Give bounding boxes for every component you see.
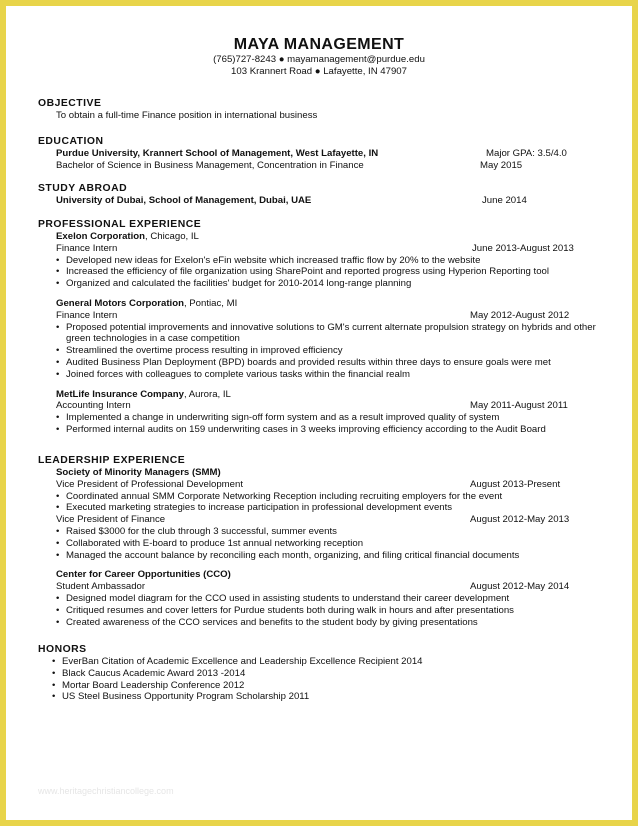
list-item: • Managed the account balance by reconciling each month, organizing, and filing critical financial documents — [56, 550, 598, 562]
job-role: Finance Intern — [56, 242, 118, 254]
job-metlife — [38, 389, 598, 436]
contact-line: (765)727-8243 ● mayamanagement@purdue.edu — [213, 54, 425, 65]
honors-section — [38, 644, 598, 703]
org-role: Vice President of Finance — [56, 514, 166, 526]
list-item: • Implemented a change in underwriting sign-off form system and as a result improved quality of system — [56, 412, 598, 424]
list-item: • Critiqued resumes and cover letters for Purdue students both during walk in hours and after presentations — [56, 605, 598, 617]
leadership-section — [38, 455, 598, 628]
job-company: General Motors Corporation — [56, 297, 184, 309]
study-abroad-date: June 2014 — [482, 195, 527, 206]
applicant-name: MAYA MANAGEMENT — [233, 36, 405, 53]
professional-title: PROFESSIONAL EXPERIENCE — [38, 219, 202, 230]
job-bullets — [56, 322, 598, 381]
org-name: Center for Career Opportunities (CCO) — [56, 569, 231, 581]
education-degree: Bachelor of Science in Business Management, Concentration in Finance — [56, 159, 364, 171]
education-location: , West Lafayette, IN — [290, 148, 379, 159]
honors-list — [38, 656, 598, 703]
org-bullets — [56, 593, 598, 628]
list-item: • EverBan Citation of Academic Excellence and Leadership Excellence Recipient 2014 — [52, 656, 598, 668]
job-dates: May 2011-August 2011 — [470, 400, 568, 412]
list-item: • Performed internal audits on 159 underwriting cases in 3 weeks improving efficiency according to the Audit Board — [56, 424, 598, 436]
org-smm — [38, 467, 598, 561]
job-company: Exelon Corporation — [56, 231, 146, 242]
list-item: • Mortar Board Leadership Conference 2012 — [52, 680, 598, 692]
honors-title: HONORS — [38, 644, 87, 655]
list-item: • Designed model diagram for the CCO used in assisting students to understand their career development — [56, 593, 598, 605]
job-company: MetLife Insurance Company — [56, 388, 184, 400]
professional-section — [38, 219, 598, 436]
list-item: • US Steel Business Opportunity Program Scholarship 2011 — [52, 691, 598, 703]
job-bullets — [56, 412, 598, 436]
list-item: • Executed marketing strategies to increase participation in professional development events — [56, 502, 598, 514]
objective-title: OBJECTIVE — [38, 98, 102, 109]
org-bullets — [56, 491, 598, 515]
list-item: • Proposed potential improvements and innovative solutions to GM's current alternate propulsion strategy on hybrids and other green technologies in a case competition — [56, 322, 601, 346]
address-line: 103 Krannert Road ● Lafayette, IN 47907 — [231, 65, 407, 77]
objective-section — [38, 98, 598, 122]
list-item: • Joined forces with colleagues to complete various tasks within the financial realm — [56, 369, 598, 381]
org-dates: August 2013-Present — [470, 478, 561, 490]
study-abroad-title: STUDY ABROAD — [38, 183, 128, 194]
education-gpa: Major GPA: 3.5/4.0 — [486, 148, 567, 159]
objective-text: To obtain a full-time Finance position in international business — [56, 110, 318, 121]
list-item: • Audited Business Plan Deployment (BPD) boards and provided results within three days to ensure goals were met — [56, 357, 598, 369]
education-school-row — [38, 148, 598, 160]
job-dates: May 2012-August 2012 — [470, 309, 570, 321]
list-item: • Black Caucus Academic Award 2013 -2014 — [52, 668, 598, 680]
watermark: www.heritagechristiancollege.com — [38, 786, 174, 796]
resume-page — [6, 6, 632, 820]
org-name: Society of Minority Managers (SMM) — [56, 467, 221, 478]
study-abroad-school: University of Dubai, School of Management, Dubai, UAE — [56, 195, 312, 206]
education-school: Purdue University, Krannert School of Management — [56, 148, 291, 159]
job-exelon — [38, 231, 598, 290]
job-role: Accounting Intern — [56, 400, 131, 412]
study-abroad-section — [38, 183, 598, 207]
job-role: Finance Intern — [56, 309, 118, 321]
education-section — [38, 136, 598, 172]
org-cco — [38, 569, 598, 628]
job-dates: June 2013-August 2013 — [472, 242, 574, 254]
job-general-motors — [38, 298, 598, 381]
study-abroad-row — [38, 195, 598, 207]
list-item: • Organized and calculated the facilities' budget for 2010-2014 long-range planning — [56, 278, 598, 290]
list-item: • Increased the efficiency of file organization using SharePoint and reported progress using Hyperion Reporting tool — [56, 266, 598, 278]
resume-header — [6, 36, 632, 77]
list-item: • Raised $3000 for the club through 3 successful, summer events — [56, 526, 598, 538]
leadership-title: LEADERSHIP EXPERIENCE — [38, 455, 186, 466]
education-degree-row — [38, 160, 598, 172]
list-item: • Created awareness of the CCO services and benefits to the student body by giving presentations — [56, 617, 598, 629]
education-date: May 2015 — [480, 159, 523, 171]
job-bullets — [56, 255, 598, 290]
list-item: • Collaborated with E-board to produce 1st annual networking reception — [56, 538, 598, 550]
org-role: Vice President of Professional Development — [56, 478, 244, 490]
org-dates: August 2012-May 2013 — [470, 514, 570, 526]
list-item: • Developed new ideas for Exelon's eFin website which increased traffic flow by 20% to the website — [56, 255, 598, 267]
list-item: • Coordinated annual SMM Corporate Networking Reception including recruiting employers for the event — [56, 491, 598, 503]
org-dates: August 2012-May 2014 — [470, 581, 570, 593]
job-location: , Pontiac, MI — [183, 297, 238, 309]
job-location: , Aurora, IL — [183, 388, 231, 400]
job-location: , Chicago, IL — [145, 231, 199, 242]
list-item: • Streamlined the overtime process resulting in improved efficiency — [56, 345, 598, 357]
org-bullets — [56, 526, 598, 561]
education-title: EDUCATION — [38, 136, 104, 147]
org-role: Student Ambassador — [56, 581, 146, 593]
